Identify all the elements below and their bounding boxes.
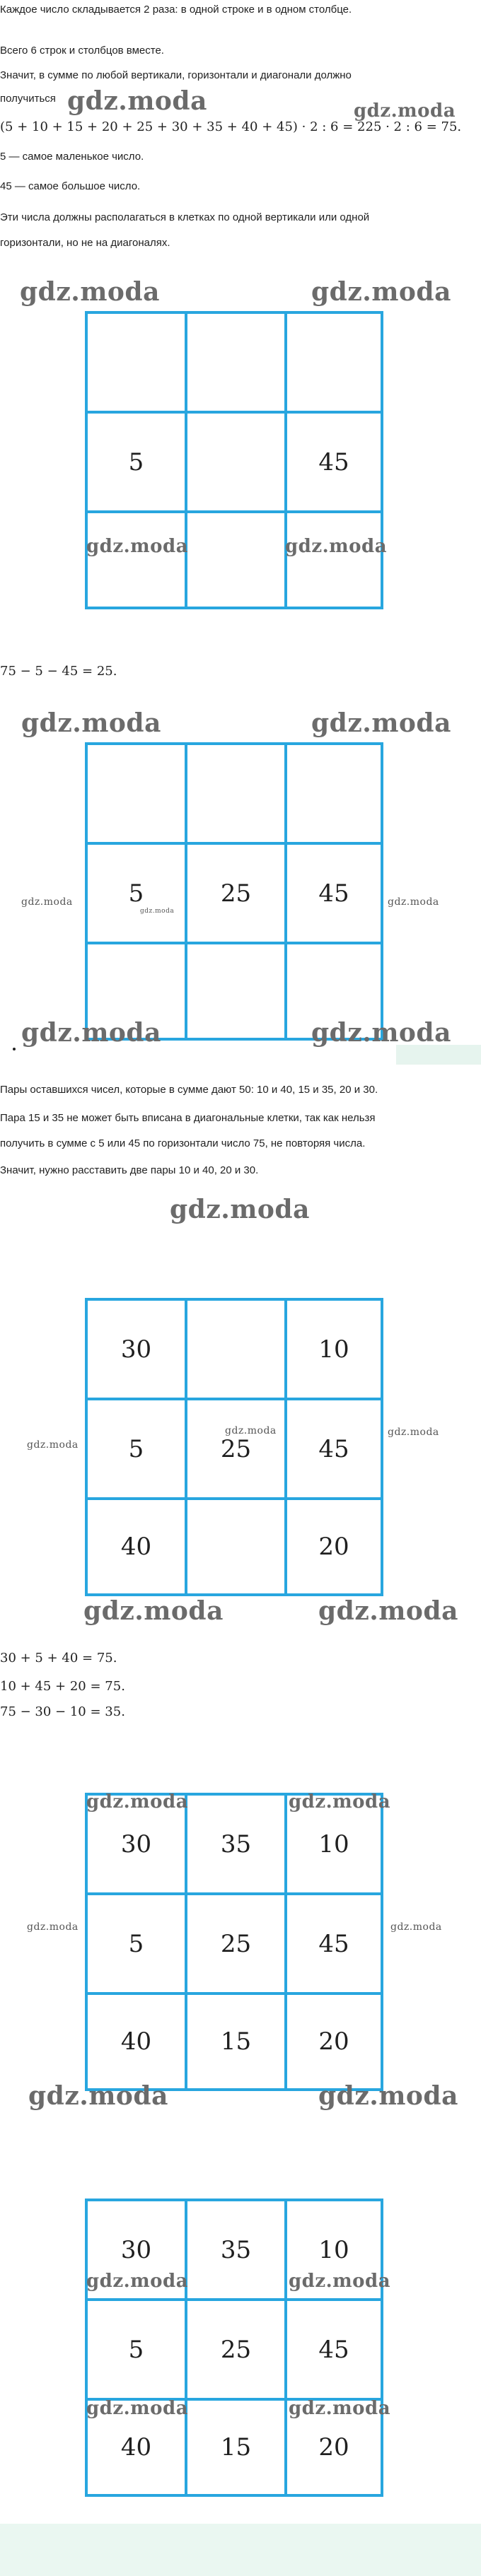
- watermark: gdz.moda: [86, 536, 189, 557]
- grid-cell: [187, 414, 287, 513]
- grid-cell: [287, 513, 381, 607]
- grid-cell: 10: [287, 1796, 381, 1895]
- text-line-4: получиться: [0, 93, 56, 105]
- grid-cell: [88, 745, 187, 845]
- magic-square-grid-3: [85, 1298, 383, 1596]
- grid-cell: 5: [88, 2301, 187, 2401]
- grid-cell: 30: [88, 2201, 187, 2301]
- grid-cell: 25: [187, 1400, 287, 1500]
- text-pairs: Пары оставшихся чисел, которые в сумме дают 50: 10 и 40, 15 и 35, 20 и 30.: [0, 1084, 378, 1096]
- watermark: gdz.moda: [27, 1439, 79, 1451]
- watermark: gdz.moda: [388, 896, 439, 908]
- watermark: gdz.moda: [28, 2081, 168, 2111]
- formula-center: 75 − 5 − 45 = 25.: [0, 664, 117, 679]
- watermark: gdz.moda: [67, 86, 207, 116]
- grid-cell: 45: [287, 2301, 381, 2401]
- watermark: gdz.moda: [86, 2271, 189, 2292]
- magic-square-grid-1: [85, 311, 383, 609]
- watermark: gdz.moda: [289, 1791, 391, 1813]
- grid-cell: [88, 314, 187, 414]
- bullet-dot: [13, 1048, 16, 1050]
- text-line-7: Эти числа должны располагаться в клетках по одной вертикали или одной: [0, 211, 370, 223]
- grid-cell: 45: [287, 414, 381, 513]
- text-line-2: Всего 6 строк и столбцов вместе.: [0, 45, 164, 57]
- grid-cell: [187, 944, 287, 1038]
- grid-cell: 10: [287, 2201, 381, 2301]
- grid-cell: 20: [318, 2433, 349, 2461]
- text-line-3: Значит, в сумме по любой вертикали, горизонтали и диагонали должно: [0, 69, 352, 81]
- watermark: gdz.moda: [140, 908, 175, 915]
- magic-square-grid-2: [85, 742, 383, 1041]
- grid-cell: 45: [287, 1400, 381, 1500]
- grid-cell: [88, 513, 187, 607]
- formula-sum: (5 + 10 + 15 + 20 + 25 + 30 + 35 + 40 + 45) · 2 : 6 = 225 · 2 : 6 = 75.: [0, 119, 462, 134]
- grid-cell: 25: [187, 2301, 287, 2401]
- grid-cell: [187, 314, 287, 414]
- grid-cell: 20: [318, 2027, 349, 2056]
- grid-cell: 40: [88, 2401, 187, 2494]
- watermark: gdz.moda: [289, 2271, 391, 2292]
- watermark: gdz.moda: [318, 2081, 458, 2111]
- grid-cell: 5: [88, 845, 187, 944]
- watermark: gdz.moda: [318, 1596, 458, 1626]
- watermark: gdz.moda: [170, 1195, 310, 1224]
- grid-cell: [287, 314, 381, 414]
- watermark: gdz.moda: [225, 1425, 277, 1436]
- grid-cell: 15: [187, 2401, 287, 2494]
- grid-cell: 15: [187, 1995, 287, 2088]
- watermark: gdz.moda: [311, 1018, 451, 1048]
- grid-cell: [287, 745, 381, 845]
- formula-col1: 30 + 5 + 40 = 75.: [0, 1651, 117, 1665]
- watermark: gdz.moda: [86, 1791, 189, 1813]
- grid-cell: 20: [318, 1533, 349, 1561]
- watermark: gdz.moda: [388, 1427, 439, 1438]
- text-line-1: Каждое число складывается 2 раза: в одной строке и в одном столбце.: [0, 4, 352, 16]
- text-min: 5 — самое маленькое число.: [0, 151, 144, 163]
- watermark: gdz.moda: [390, 1921, 442, 1933]
- grid-cell: 10: [287, 1301, 381, 1400]
- watermark: gdz.moda: [21, 708, 161, 738]
- grid-cell: 25: [187, 1895, 287, 1995]
- watermark: gdz.moda: [21, 896, 73, 908]
- watermark: gdz.moda: [86, 2398, 189, 2419]
- formula-col3: 10 + 45 + 20 = 75.: [0, 1679, 125, 1694]
- grid-cell: 5: [88, 1895, 187, 1995]
- watermark: gdz.moda: [83, 1596, 224, 1626]
- formula-top-middle: 75 − 30 − 10 = 35.: [0, 1704, 125, 1719]
- grid-cell: 40: [88, 1995, 187, 2088]
- grid-cell: 45: [287, 1895, 381, 1995]
- grid-cell: 35: [187, 1796, 287, 1895]
- text-line-11: получить в сумме с 5 или 45 по горизонтали число 75, не повторяя числа.: [0, 1137, 366, 1149]
- grid-cell: [187, 1301, 287, 1400]
- grid-cell: 45: [287, 845, 381, 944]
- watermark: gdz.moda: [311, 708, 451, 738]
- watermark: gdz.moda: [21, 1018, 161, 1048]
- grid-cell: [187, 745, 287, 845]
- watermark: gdz.moda: [20, 277, 160, 307]
- text-line-10: Пара 15 и 35 не может быть вписана в диагональные клетки, так как нельзя: [0, 1112, 376, 1124]
- text-line-8: горизонтали, но не на диагоналях.: [0, 237, 170, 249]
- magic-square-grid-5: [85, 2199, 383, 2497]
- grid-cell: 40: [88, 1500, 187, 1593]
- watermark: gdz.moda: [354, 100, 456, 122]
- grid-cell: [187, 1500, 287, 1593]
- grid-cell: 30: [88, 1796, 187, 1895]
- footer-band: [0, 2524, 481, 2576]
- watermark: gdz.moda: [289, 2398, 391, 2419]
- grid-cell: 25: [187, 845, 287, 944]
- text-line-12: Значит, нужно расставить две пары 10 и 40, 20 и 30.: [0, 1164, 259, 1176]
- grid-cell: [187, 513, 287, 607]
- text-max: 45 — самое большое число.: [0, 180, 141, 192]
- watermark: gdz.moda: [285, 536, 388, 557]
- grid-cell: 5: [88, 414, 187, 513]
- watermark: gdz.moda: [311, 277, 451, 307]
- magic-square-grid-4: [85, 1793, 383, 2091]
- grid-cell: 30: [88, 1301, 187, 1400]
- grid-cell: 35: [187, 2201, 287, 2301]
- watermark: gdz.moda: [27, 1921, 79, 1933]
- grid-cell: 5: [88, 1400, 187, 1500]
